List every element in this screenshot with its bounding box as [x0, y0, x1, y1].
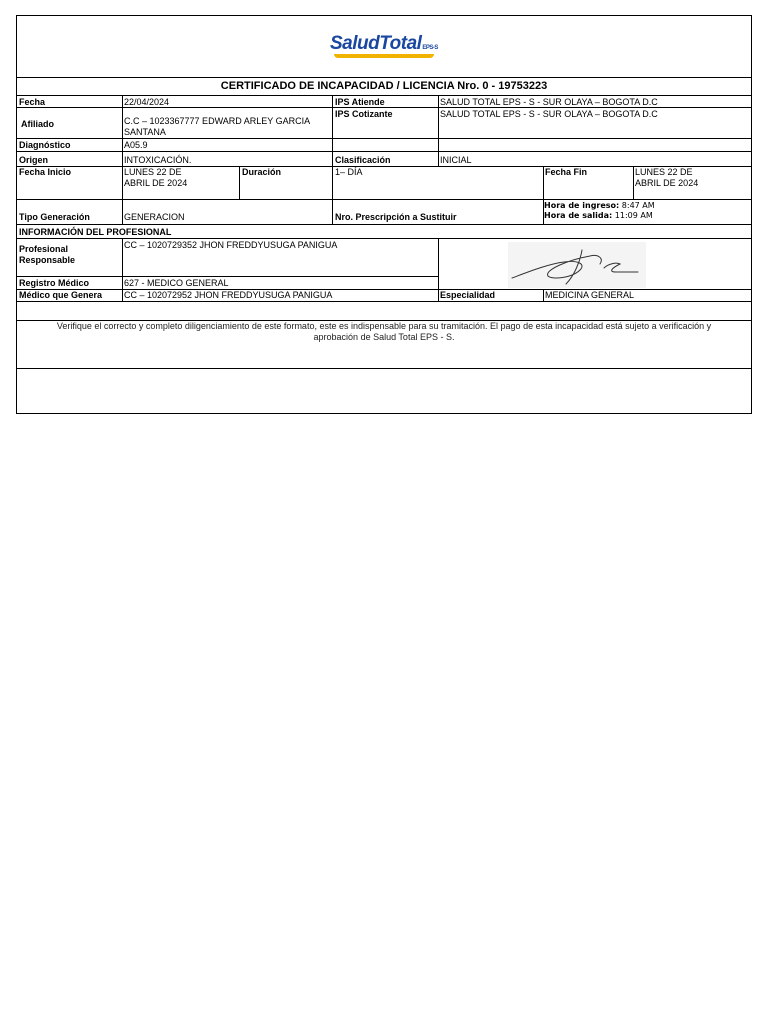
hora-ingreso-label: Hora de ingreso: [544, 201, 620, 210]
fecha-label: Fecha [19, 97, 46, 107]
responsable-label-line1: Profesional [19, 244, 69, 254]
afiliado-value-line2: SANTANA [124, 127, 166, 137]
fecha-inicio-line2: ABRIL DE 2024 [124, 178, 188, 188]
responsable-label-line2: Responsable [19, 255, 76, 265]
certificate-title: CERTIFICADO DE INCAPACIDAD / LICENCIA Nro. 0 - 19753223 [220, 80, 548, 92]
signature-image [508, 242, 646, 288]
medico-genera-value: CC – 102072952 JHON FREDDYUSUGA PANIGUA [124, 290, 333, 300]
logo-area [17, 16, 751, 78]
tipo-generacion-label: Tipo Generación [19, 212, 90, 222]
afiliado-value-line1: C.C – 1023367777 EDWARD ARLEY GARCIA [124, 116, 311, 126]
notice-line1: Verifique el correcto y completo diligenciamiento de este formato, este es indispensable para su tramitación. El pago de esta incapacidad está sujeto a verificación y [56, 321, 712, 331]
hora-salida-value: 11:09 AM [614, 211, 653, 220]
responsable-value: CC – 1020729352 JHON FREDDYUSUGA PANIGUA [124, 240, 338, 250]
especialidad-label: Especialidad [440, 290, 496, 300]
notice-line2: aprobación de Salud Total EPS - S. [313, 332, 455, 342]
especialidad-value: MEDICINA GENERAL [545, 290, 635, 300]
hora-ingreso [544, 201, 655, 211]
origen-value: INTOXICACIÓN. [124, 155, 192, 165]
duracion-label: Duración [242, 167, 282, 177]
registro-value: 627 - MEDICO GENERAL [124, 278, 229, 288]
ips-cotizante-value: SALUD TOTAL EPS - S - SUR OLAYA – BOGOTA D.C [440, 109, 658, 119]
origen-label: Origen [19, 155, 49, 165]
logo-text: SaludTotal [330, 33, 422, 54]
certificate-frame [16, 15, 752, 414]
clasificacion-label: Clasificación [335, 155, 391, 165]
tipo-generacion-value: GENERACION [124, 212, 185, 222]
fecha-fin-label: Fecha Fin [545, 167, 588, 177]
medico-genera-label: Médico que Genera [19, 290, 103, 300]
logo-suffix: EPS-S [422, 45, 438, 51]
fecha-inicio-label: Fecha Inicio [19, 167, 72, 177]
signature-icon [508, 242, 646, 288]
hora-salida-label: Hora de salida: [544, 211, 613, 220]
profesional-section-label: INFORMACIÓN DEL PROFESIONAL [19, 227, 172, 237]
hora-ingreso-value: 8:47 AM [621, 201, 655, 210]
ips-cotizante-label: IPS Cotizante [335, 109, 393, 119]
verification-notice [29, 321, 739, 343]
fecha-fin-line2: ABRIL DE 2024 [635, 178, 699, 188]
duracion-value: 1– DÍA [335, 167, 363, 177]
afiliado-label: Afiliado [21, 119, 54, 129]
fecha-inicio-line1: LUNES 22 DE [124, 167, 182, 177]
diagnostico-value: A05.9 [124, 140, 148, 150]
salud-total-logo [330, 33, 442, 59]
fecha-value: 22/04/2024 [124, 97, 170, 107]
ips-atiende-label: IPS Atiende [335, 97, 385, 107]
ips-atiende-value: SALUD TOTAL EPS - S - SUR OLAYA – BOGOTA D.C [440, 97, 658, 107]
registro-label: Registro Médico [19, 278, 90, 288]
diagnostico-label: Diagnóstico [19, 140, 71, 150]
logo-swoosh-icon [334, 54, 434, 58]
fecha-fin-line1: LUNES 22 DE [635, 167, 693, 177]
clasificacion-value: INICIAL [440, 155, 472, 165]
hora-salida [544, 211, 653, 221]
prescripcion-label: Nro. Prescripción a Sustituir [335, 212, 457, 222]
